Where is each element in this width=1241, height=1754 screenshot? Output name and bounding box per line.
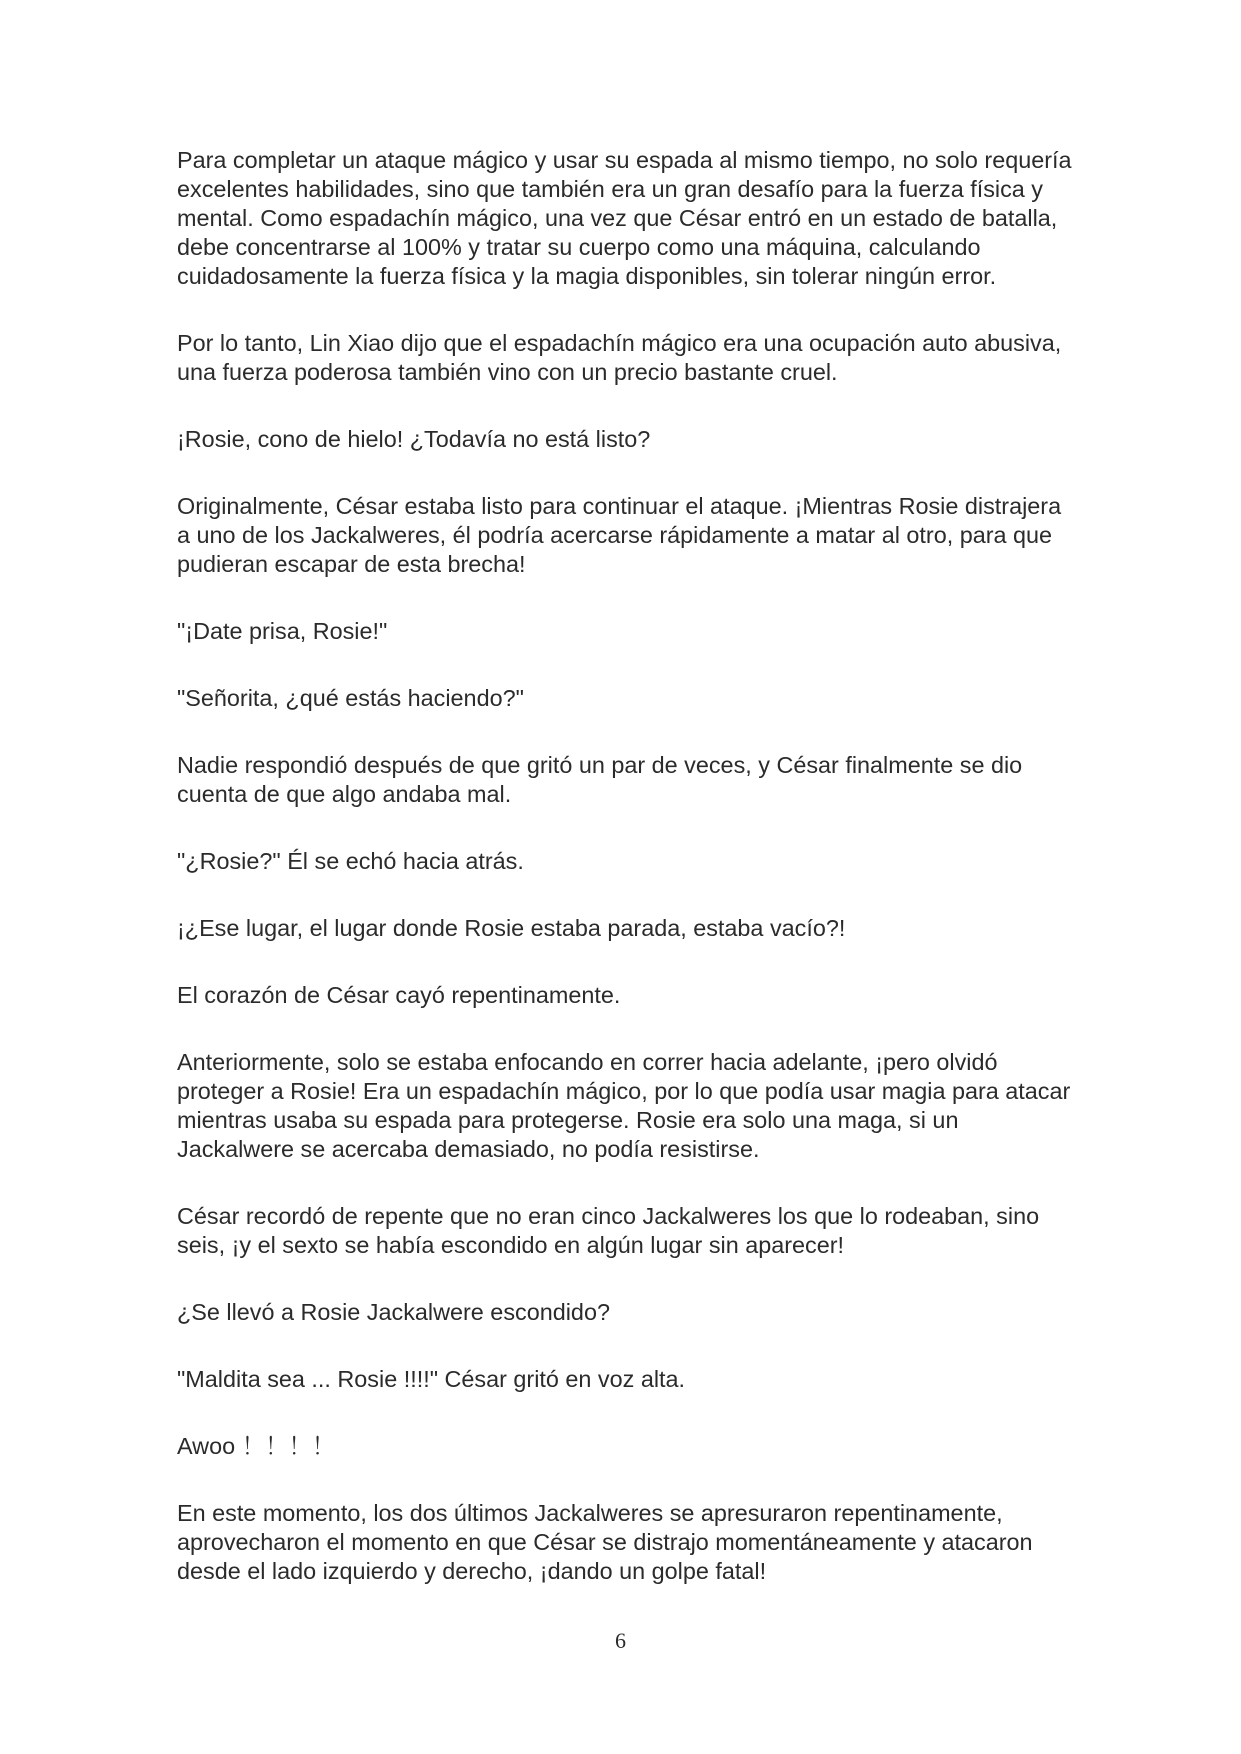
paragraph-16: En este momento, los dos últimos Jackalweres se apresuraron repentinamente, aprovecharon el momento en que César se distrajo momentáneamente y atacaron desde el lado izquierdo y derecho, ¡dando un golpe fatal! (177, 1500, 1033, 1584)
paragraph-7: Nadie respondió después de que gritó un par de veces, y César finalmente se dio cuenta de que algo andaba mal. (177, 752, 1023, 807)
paragraph-12: César recordó de repente que no eran cinco Jackalweres los que lo rodeaban, sino seis, ¡y el sexto se había escondido en algún lugar sin aparecer! (177, 1203, 1040, 1258)
paragraph-4: Originalmente, César estaba listo para continuar el ataque. ¡Mientras Rosie distrajera a uno de los Jackalweres, él podría acercarse rápidamente a matar al otro, para que pudieran escapar de esta brecha! (177, 493, 1062, 577)
paragraph-9: ¡¿Ese lugar, el lugar donde Rosie estaba parada, estaba vacío?! (177, 915, 846, 941)
paragraph-2: Por lo tanto, Lin Xiao dijo que el espadachín mágico era una ocupación auto abusiva, una fuerza poderosa también vino con un precio bastante cruel. (177, 330, 1062, 385)
paragraph-8: "¿Rosie?" Él se echó hacia atrás. (177, 848, 524, 874)
paragraph-6: "Señorita, ¿qué estás haciendo?" (177, 685, 524, 711)
paragraph-13: ¿Se llevó a Rosie Jackalwere escondido? (177, 1299, 610, 1325)
paragraph-14: "Maldita sea ... Rosie !!!!" César gritó en voz alta. (177, 1366, 686, 1392)
paragraph-10: El corazón de César cayó repentinamente. (177, 982, 621, 1008)
paragraph-15: Awoo ！！！！ (177, 1433, 336, 1459)
page-number: 6 (615, 1628, 626, 1653)
paragraph-1: Para completar un ataque mágico y usar su espada al mismo tiempo, no solo requería excelentes habilidades, sino que también era un gran desafío para la fuerza física y mental. Como espadachín mágico, una vez que César entró en un estado de batalla, debe concentrarse al 100% y tratar su cuerpo como una máquina, calculando cuidadosamente la fuerza física y la magia disponibles, sin tolerar ningún error. (177, 147, 1072, 289)
paragraph-5: "¡Date prisa, Rosie!" (177, 618, 388, 644)
paragraph-11: Anteriormente, solo se estaba enfocando en correr hacia adelante, ¡pero olvidó proteger a Rosie! Era un espadachín mágico, por lo que podía usar magia para atacar mientras usaba su espada para protegerse. Rosie era solo una maga, si un Jackalwere se acercaba demasiado, no podía resistirse. (177, 1049, 1071, 1162)
body-text (177, 146, 1077, 1624)
paragraph-3: ¡Rosie, cono de hielo! ¿Todavía no está listo? (177, 426, 651, 452)
